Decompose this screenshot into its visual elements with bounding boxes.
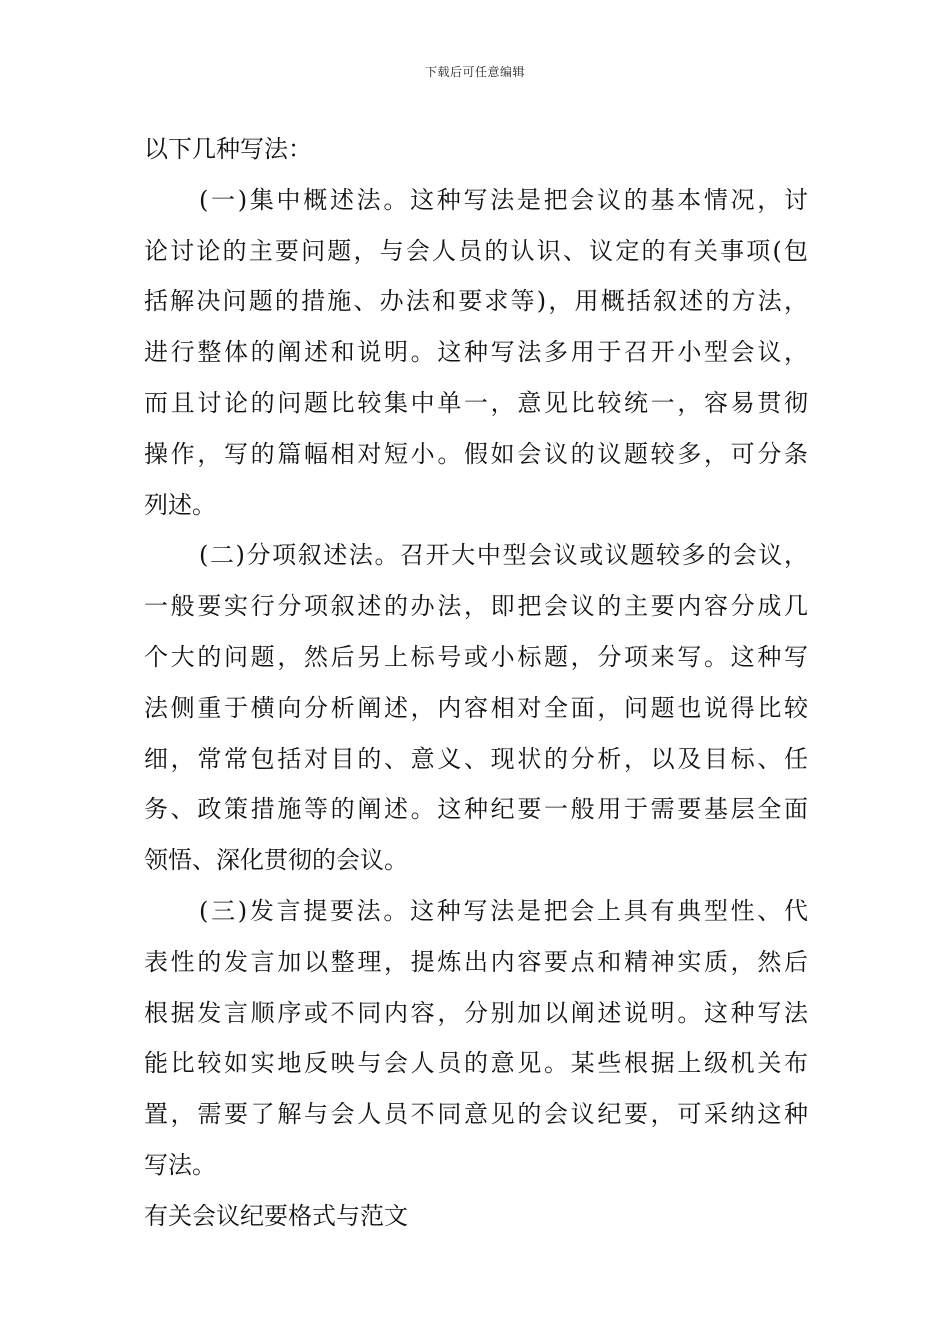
text-line: (二)分项叙述法。召开大中型会议或议题较多的会议， bbox=[199, 541, 808, 570]
text-line: 写法。 bbox=[144, 1150, 216, 1179]
text-line: 置，需要了解与会人员不同意见的会议纪要，可采纳这种 bbox=[144, 1100, 808, 1129]
text-line: 表性的发言加以整理，提炼出内容要点和精神实质，然后 bbox=[144, 947, 808, 976]
text-line: 务、政策措施等的阐述。这种纪要一般用于需要基层全面 bbox=[144, 795, 808, 824]
text-line: 论讨论的主要问题，与会人员的认识、议定的有关事项(包 bbox=[144, 236, 808, 265]
text-line: 而且讨论的问题比较集中单一，意见比较统一，容易贯彻 bbox=[144, 388, 808, 417]
text-line: 领悟、深化贯彻的会议。 bbox=[144, 846, 408, 875]
document-body bbox=[144, 124, 808, 1242]
text-line: (三)发言提要法。这种写法是把会上具有典型性、代 bbox=[199, 896, 808, 925]
text-line: 法侧重于横向分析阐述，内容相对全面，问题也说得比较 bbox=[144, 693, 808, 722]
text-line: 个大的问题，然后另上标号或小标题，分项来写。这种写 bbox=[144, 642, 808, 671]
text-line: 能比较如实地反映与会人员的意见。某些根据上级机关布 bbox=[144, 1049, 808, 1078]
text-line: 列述。 bbox=[144, 490, 216, 519]
text-line: 根据发言顺序或不同内容，分别加以阐述说明。这种写法 bbox=[144, 998, 808, 1027]
text-line: 细，常常包括对目的、意义、现状的分析，以及目标、任 bbox=[144, 744, 808, 773]
text-line: 进行整体的阐述和说明。这种写法多用于召开小型会议， bbox=[144, 338, 808, 367]
text-line: 操作，写的篇幅相对短小。假如会议的议题较多，可分条 bbox=[144, 439, 808, 468]
text-line: (一)集中概述法。这种写法是把会议的基本情况，讨 bbox=[199, 185, 808, 214]
text-line: 以下几种写法： bbox=[144, 135, 312, 163]
section-title: 有关会议纪要格式与范文 bbox=[144, 1201, 408, 1230]
text-line: 一般要实行分项叙述的办法，即把会议的主要内容分成几 bbox=[144, 592, 808, 621]
text-line: 括解决问题的措施、办法和要求等)，用概括叙述的方法， bbox=[144, 287, 808, 316]
page-header: 下载后可任意编辑 bbox=[424, 65, 525, 79]
